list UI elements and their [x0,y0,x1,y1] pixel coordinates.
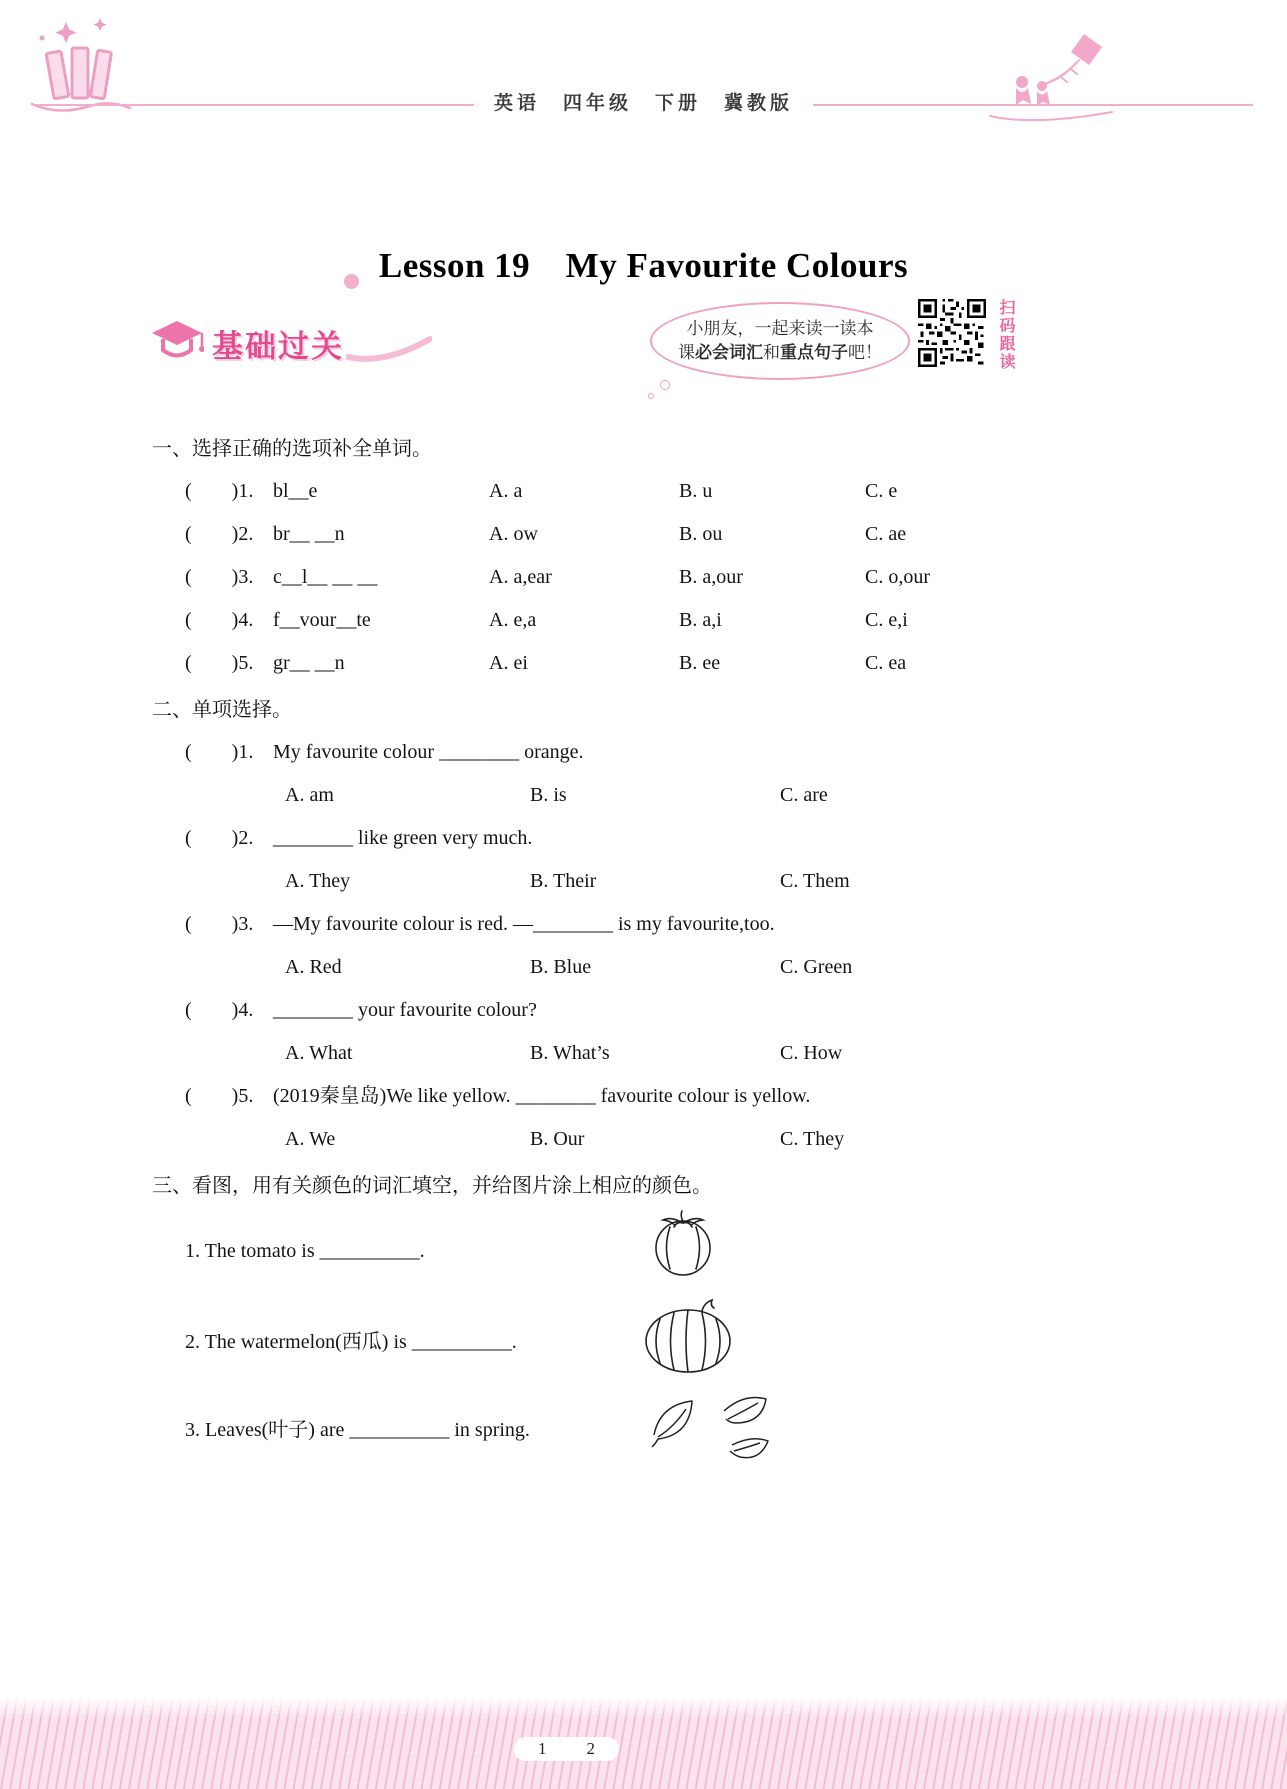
option-b: B. ee [679,652,721,674]
bubble-text-mid: 和 [763,343,780,362]
option-b: B. a,i [679,609,722,631]
answer-paren: ( )4. [185,999,254,1021]
answer-paren: ( )1. [185,480,254,502]
option-c: C. How [780,1042,843,1064]
page-number-right: 2 [586,1739,595,1758]
bubble-text-bold2: 重点句子 [780,343,848,362]
option-b: B. Our [530,1128,585,1150]
question-row [185,513,1147,556]
option-b: B. What’s [530,1042,610,1064]
option-b: B. Blue [530,956,592,978]
option-a: A. Red [285,956,342,978]
question-block [152,1075,1147,1161]
option-b: B. u [679,480,713,502]
option-a: A. We [285,1128,336,1150]
bubble-text-bold1: 必会词汇 [695,343,763,362]
option-c: C. are [780,784,828,806]
page-title: Lesson 19 My Favourite Colours [378,246,909,285]
option-a: A. a,ear [489,566,552,588]
fill-blank-text: 2. The watermelon(西瓜) is __________. [185,1330,517,1353]
question-row [185,470,1147,513]
question-stem: br__ __n [273,523,345,545]
option-a: A. ow [489,523,538,545]
answer-paren: ( )1. [185,741,254,763]
question-row [185,599,1147,642]
option-b: B. ou [679,523,723,545]
speech-bubble [650,302,910,380]
option-a: A. am [285,784,334,806]
answer-paren: ( )5. [185,652,254,674]
option-c: C. They [780,1128,845,1150]
page-numbers [0,1737,1287,1761]
question-row [185,989,1147,1032]
question-row [185,731,1147,774]
option-b: B. Their [530,870,597,892]
scan-to-read-label: 扫码跟读 [997,299,1014,371]
option-c: C. ea [865,652,907,674]
option-c: C. Green [780,956,853,978]
badge-label: 基础过关 [212,329,344,364]
page-number-left: 1 [538,1739,547,1758]
fill-blank-item [185,1383,1147,1471]
answer-paren: ( )3. [185,913,254,935]
answer-paren: ( )4. [185,609,254,631]
fill-blank-text: 1. The tomato is __________. [185,1239,425,1262]
option-c: C. ae [865,523,907,545]
question-stem: ________ your favourite colour? [273,999,537,1021]
question-block [152,731,1147,817]
option-a: A. ei [489,652,528,674]
option-a: A. e,a [489,609,537,631]
leaves-line-art [640,1383,780,1479]
question-stem: —My favourite colour is red. —________ is my favourite,too. [273,913,775,935]
option-c: C. Them [780,870,850,892]
answer-paren: ( )2. [185,827,254,849]
question-row [185,817,1147,860]
option-c: C. e,i [865,609,908,631]
options-row [285,1118,1147,1161]
option-a: A. What [285,1042,353,1064]
question-stem: gr__ __n [273,652,345,674]
question-stem: ________ like green very much. [273,827,533,849]
bubble-text-end: 吧！ [848,343,882,362]
option-b: B. a,our [679,566,743,588]
graduation-cap-icon [150,318,204,369]
options-row [285,774,1147,817]
fill-blank-text: 3. Leaves(叶子) are __________ in spring. [185,1418,530,1441]
section-3-heading: 三、看图，用有关颜色的词汇填空，并给图片涂上相应的颜色。 [152,1175,712,1197]
course-info: 英语 四年级 下册 冀教版 [0,88,1287,115]
section-2-heading: 二、单项选择。 [152,699,292,721]
bubble-text-pre: 课 [678,343,695,362]
options-row [285,1032,1147,1075]
question-stem: (2019秦皇岛)We like yellow. ________ favourite colour is yellow. [273,1085,811,1107]
bubble-tail-circle [648,393,654,399]
tomato-line-art [640,1207,726,1285]
options-row [285,946,1147,989]
option-a: A. They [285,870,351,892]
question-block [152,989,1147,1075]
answer-paren: ( )5. [185,1085,254,1107]
question-block [152,817,1147,903]
question-stem: f__vour__te [273,609,371,631]
question-row [185,642,1147,685]
question-row [185,556,1147,599]
watermelon-line-art [640,1295,740,1383]
fill-blank-item [185,1207,1147,1295]
fill-blank-item [185,1295,1147,1383]
option-c: C. e [865,480,898,502]
qr-code [918,299,986,367]
bubble-text-line1: 小朋友，一起来读一读本 [686,319,874,338]
options-row [285,860,1147,903]
question-row [185,1075,1147,1118]
option-a: A. a [489,480,523,502]
answer-paren: ( )3. [185,566,254,588]
question-stem: My favourite colour ________ orange. [273,741,584,763]
question-block [152,903,1147,989]
swoosh-decoration [346,333,432,368]
option-b: B. is [530,784,567,806]
worksheet-content [152,428,1147,1471]
section-badge [150,318,432,369]
bubble-tail-circle [660,380,670,390]
question-stem: c__l__ __ __ [273,566,378,588]
option-c: C. o,our [865,566,930,588]
answer-paren: ( )2. [185,523,254,545]
question-stem: bl__e [273,480,318,502]
question-row [185,903,1147,946]
section-1-heading: 一、选择正确的选项补全单词。 [152,438,432,460]
